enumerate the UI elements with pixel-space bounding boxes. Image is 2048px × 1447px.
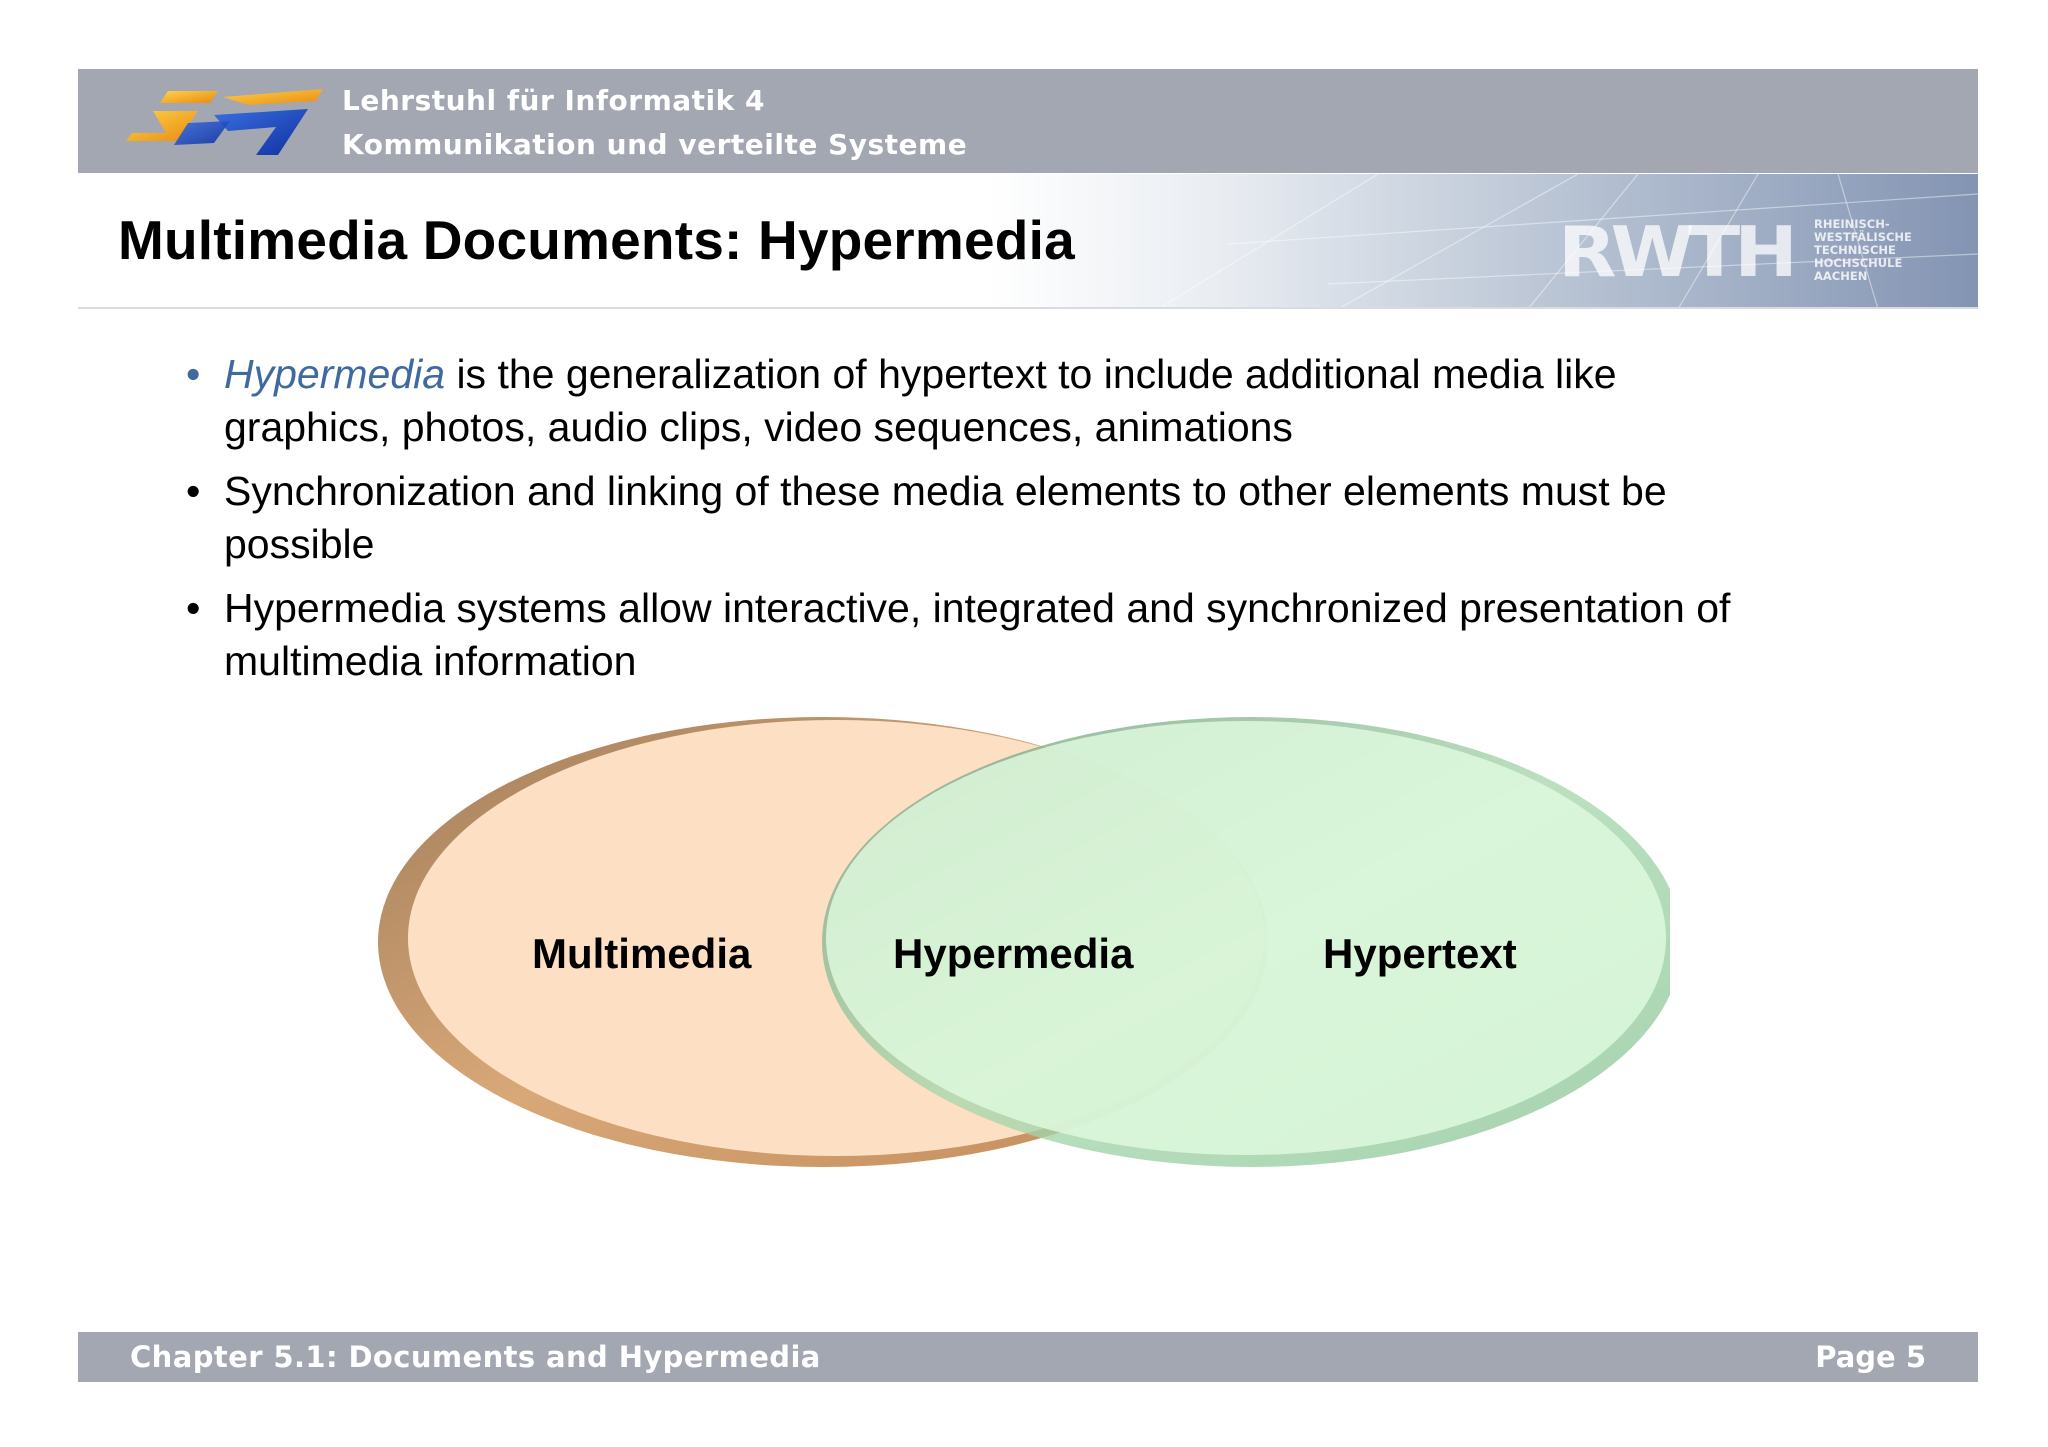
bullet-text: graphics, photos, audio clips, video sequences, animations [224,404,1293,450]
bullet-marker: • [186,585,201,631]
bullet-list [186,348,1886,699]
slide-title: Multimedia Documents: Hypermedia [118,209,1075,271]
page-number: Page 5 [1815,1340,1926,1374]
footer-chapter: Chapter 5.1: Documents and Hypermedia [130,1340,821,1374]
term-hypermedia: Hypermedia [224,351,446,397]
bullet-item [186,582,1886,688]
bullet-text: multimedia information [224,638,637,684]
bullet-item [186,465,1886,571]
bullet-marker: • [186,468,201,514]
footer-bar [78,1332,1978,1382]
header-department-name: Kommunikation und verteilte Systeme [342,128,968,161]
bullet-text: is the generalization of hypertext to include additional media like [445,351,1617,397]
bullet-item [186,348,1886,454]
bullet-text: Synchronization and linking of these media elements to other elements must be [224,468,1667,514]
header-chair-name: Lehrstuhl für Informatik 4 [342,84,765,117]
venn-diagram [370,700,1670,1180]
label-multimedia: Multimedia [532,930,752,977]
bullet-text: possible [224,521,375,567]
i4-logo [118,83,333,159]
header-bar [78,69,1978,173]
label-hypermedia: Hypermedia [893,930,1134,977]
title-divider [78,307,1978,309]
title-band: RWTH RHEINISCH- WESTFÄLISCHE TECHNISCHE HOCHSCHULE AACHEN [78,174,1978,309]
label-hypertext: Hypertext [1323,930,1517,977]
bullet-marker: • [186,351,201,397]
bullet-text: Hypermedia systems allow interactive, integrated and synchronized presentation of [224,585,1731,631]
